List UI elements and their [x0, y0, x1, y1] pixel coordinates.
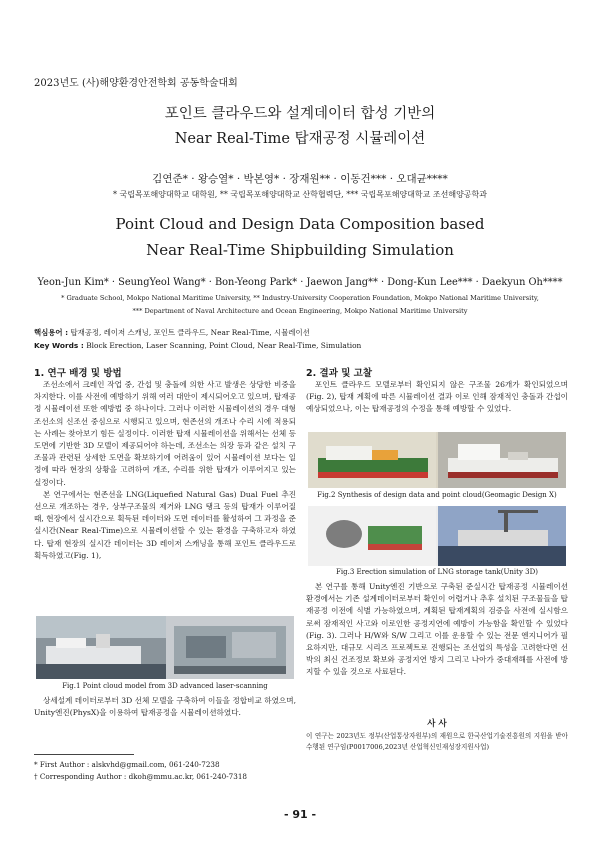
- affiliation-ko: * 국립목포해양대학교 대학원, ** 국립목포해양대학교 산학협력단, *** 국립목포해양대학교 조선해양공학과: [112, 190, 487, 199]
- footnote-divider: [34, 754, 134, 755]
- section2-heading: 2. 결과 및 고찰: [306, 368, 373, 379]
- fig3-illustration: [308, 506, 566, 566]
- section2-body: [306, 379, 568, 416]
- footnote-corresponding-author: † Corresponding Author : dkoh@mmu.ac.kr, 061-240-7318: [34, 772, 247, 781]
- conference-header: 2023년도 (사)해양환경안전학회 공동학술대회: [34, 78, 238, 89]
- section1-paragraph-2: 본 연구에서는 현존선을 LNG(Liquefied Natural Gas) Dual Fuel 추진선으로 개조하는 경우, 상부구조물의 제거와 LNG 탱크 등의 탑재가 이루어질 때, 현장에서 실시간으로 획득된 데이터와 도면 데이터를 활성하여 그 과정을 준실시간(Near Real-Time)으로 시뮬레이션할 수 있는 환경을 구축하고자 하였다. 탑재 현장의 실시간 데이터는 3D 레이저 스캐닝을 통해 포인트 클라우드로 획득하였고(Fig. 1),: [34, 489, 296, 560]
- fig1-illustration: [36, 616, 294, 679]
- fig3-caption: Fig.3 Erection simulation of LNG storage tank(Unity 3D): [336, 568, 538, 576]
- title-ko-line2: Near Real-Time 탑재공정 시뮬레이션: [174, 131, 426, 147]
- fig2-illustration: [308, 432, 566, 488]
- section1-paragraph-3: 상세설계 데이터로부터 3D 선체 모델을 구축하여 이들을 정합비교 하였으며, Unity엔진(PhysX)을 이용하여 탑재공정을 시뮬레이션하였다.: [34, 696, 296, 718]
- section2-body-cont: [306, 581, 568, 679]
- section2-paragraph-1: 포인트 클라우드 모델로부터 확인되지 않은 구조물 26개가 확인되었으며(Fig. 2), 탑재 계획에 따른 시뮬레이션 결과 이로 인해 잠재적인 충돌과 간섭이 예상되었으나, 이는 탑재공정의 수정을 통해 예방할 수 있었다.: [306, 380, 568, 414]
- fig3-image: [308, 506, 566, 566]
- affiliation-en-line2: *** Department of Naval Architecture and Ocean Engineering, Mokpo National Maritime University: [132, 307, 468, 315]
- footnote-first-author: * First Author : alskvhd@gmail.com, 061-240-7238: [34, 760, 220, 769]
- acknowledgment-heading: 사 사: [427, 719, 447, 729]
- section1-body-cont: [34, 695, 296, 719]
- title-ko-line1: 포인트 클라우드와 설계데이터 합성 기반의: [164, 106, 436, 122]
- keywords-en: [34, 341, 361, 350]
- affiliation-en-line1: * Graduate School, Mokpo National Maritime University, ** Industry-University Cooperation Foundation, Mokpo National Maritime University,: [61, 294, 539, 302]
- acknowledgment-text: 이 연구는 2023년도 정부(산업통상자원부)의 재원으로 한국산업기술진흥원의 지원을 받아 수행된 연구임(P0017006,2023년 산업혁신인재성장지원사업): [306, 732, 568, 751]
- section1-body: [34, 379, 296, 562]
- fig1-image: [36, 616, 294, 679]
- keywords-en-text: Block Erection, Laser Scanning, Point Cloud, Near Real-Time, Simulation: [86, 341, 362, 350]
- keywords-ko-text: 탑재공정, 레이저 스캐닝, 포인트 클라우드, Near Real-Time, 시뮬레이션: [70, 328, 310, 337]
- fig2-image: [308, 432, 566, 488]
- page-number: - 91 -: [283, 808, 317, 821]
- keywords-ko: [34, 327, 310, 338]
- section1-paragraph-1: 조선소에서 크레인 작업 중, 간섭 및 충돌에 의한 사고 발생은 상당한 비중을 차지한다. 이를 사전에 예방하기 위해 여러 대안이 제시되어오고 있으며, 탑재공정 시뮬레이션 또한 예방법 중 하나이다. 그러나 이러한 시뮬레이션의 경우 대형조선소의 신조선 중심으로 시행되고 있으며, 현존선의 개조나 수리 시에 적용되는 사례는 찾아보기 힘든 실정이다. 이러한 탑재 시뮬레이션을 위해서는 선체 등 도면에 기반한 3D 모델이 제공되어야 하는데, 조선소는 의장 등과 같은 설치 구조물과 관련된 상세한 도면을 확보하기에 어려움이 있어 시뮬레이션 보다는 일정에 따라 현장의 상황을 고려하여 개조, 수리를 위한 탑재가 이루어지고 있는 실정이다.: [34, 380, 296, 487]
- title-en-line1: Point Cloud and Design Data Composition based: [115, 215, 485, 233]
- section1-heading: 1. 연구 배경 및 방법: [34, 368, 122, 379]
- keywords-en-label: Key Words :: [34, 341, 84, 350]
- keywords-ko-label: 핵심용어 :: [34, 328, 69, 337]
- authors-en: Yeon-Jun Kim* · SeungYeol Wang* · Bon-Yeong Park* · Jaewon Jang** · Dong-Kun Lee*** · Daekyun Oh****: [37, 277, 563, 288]
- fig2-caption: Fig.2 Synthesis of design data and point cloud(Geomagic Design X): [317, 491, 557, 499]
- fig1-caption: Fig.1 Point cloud model from 3D advanced laser-scanning: [62, 682, 268, 690]
- section2-paragraph-2: 본 연구를 통해 Unity엔진 기반으로 구축된 준실시간 탑재공정 시뮬레이션 환경에서는 기존 설계데이터로부터 확인이 어렵거나 추후 설치된 구조물들을 탑재공정 이전에 식별 가능하였으며, 계획된 탑재계획의 검증을 사전에 실시함으로써 잠재적인 사고와 이로인한 공정지연에 예방이 가능함을 확인할 수 있었다(Fig. 3). 그러나 H/W와 S/W 그리고 이를 운용할 수 있는 전문 엔지니어가 필요하지만, 대규모 시리즈 프로젝트로 진행되는 조선업의 특성을 고려한다면 선박의 최신 건조정보 확보와 공정지연 방지 그리고 나아가 중대재해를 사전에 방지할 수 있을 것으로 사료된다.: [306, 582, 568, 677]
- title-en-line2: Near Real-Time Shipbuilding Simulation: [146, 241, 454, 259]
- authors-ko: 김연준* · 왕승열* · 박본영* · 장재원** · 이동건*** · 오대균****: [152, 173, 448, 185]
